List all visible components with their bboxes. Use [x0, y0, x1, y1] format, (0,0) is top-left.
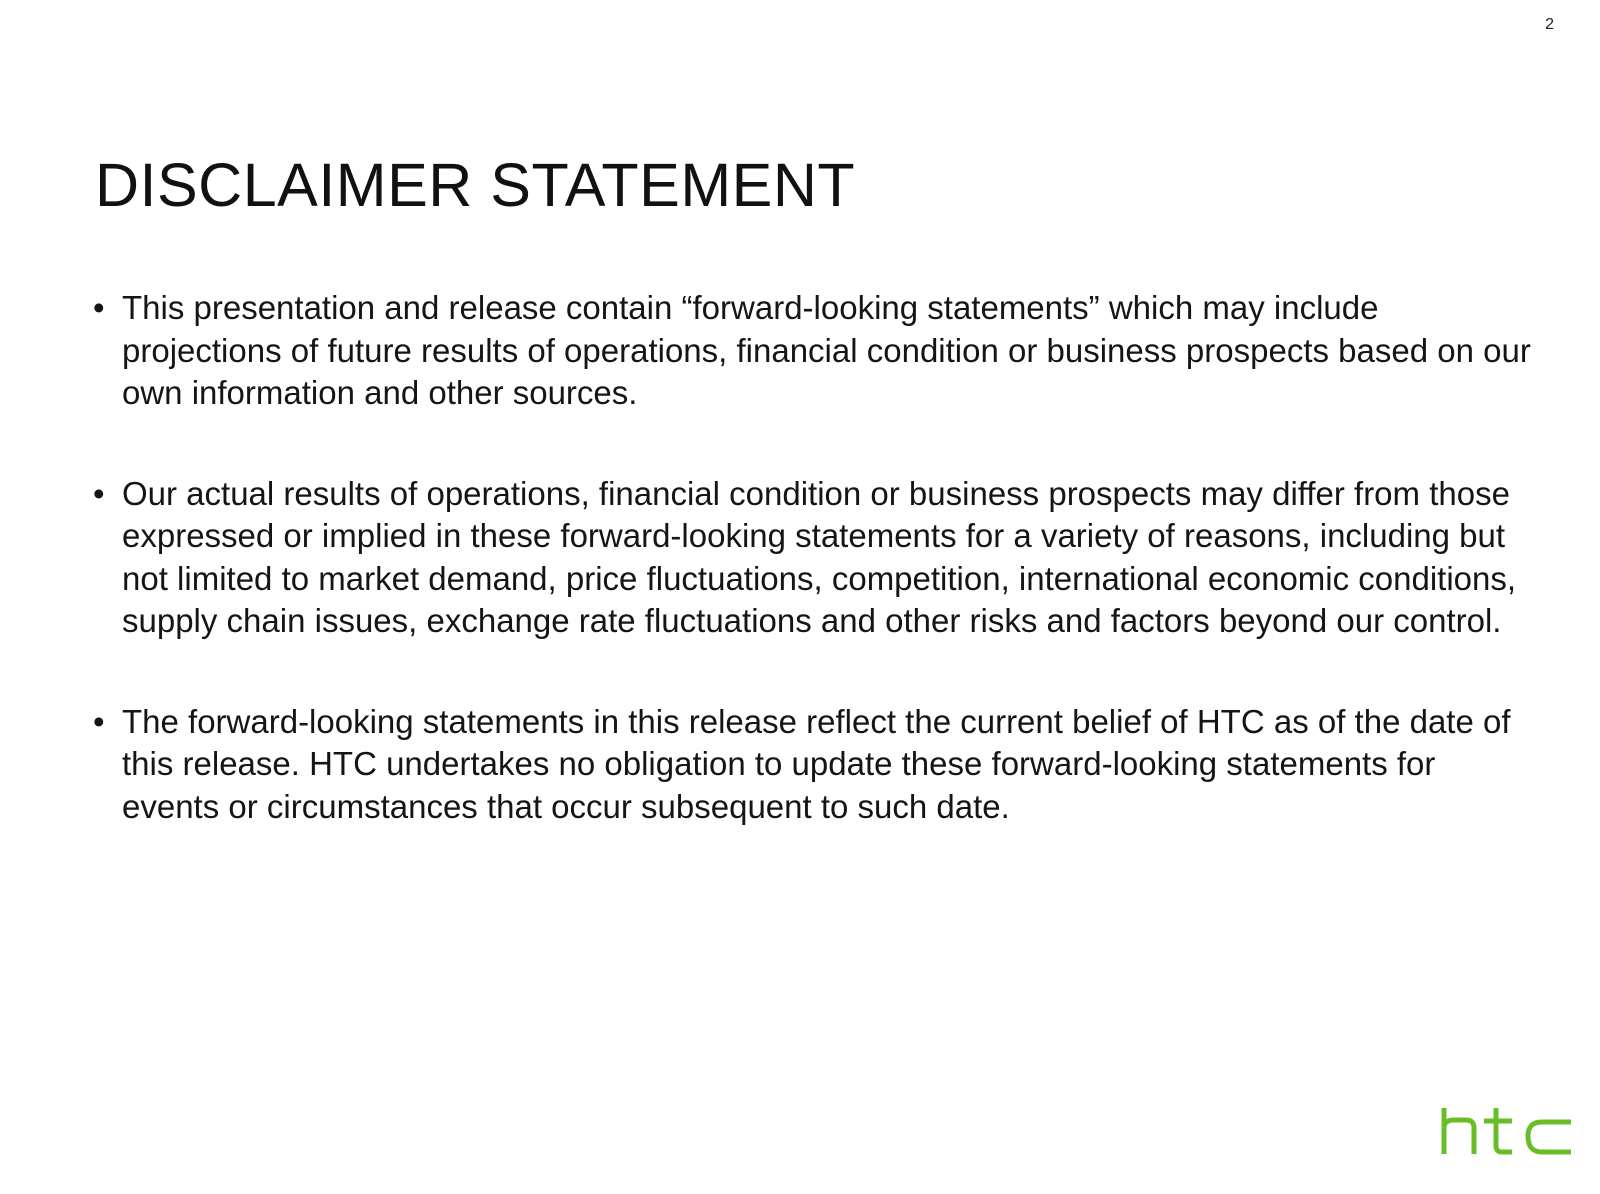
bullet-text: Our actual results of operations, financial condition or business prospects may differ from those expressed or implied in these forward-looking statements for a variety of reasons, including but not limited to market demand, price fluctuations, competition, international economic conditions, supply chain issues, exchange rate fluctuations and other risks and factors beyond our control. [122, 474, 1517, 639]
htc-logo-icon [1440, 1106, 1574, 1156]
list-item [92, 701, 1532, 829]
bullet-text: This presentation and release contain “forward-looking statements” which may include projections of future results of operations, financial condition or business prospects based on our own information and other sources. [122, 289, 1531, 411]
list-item [92, 473, 1532, 643]
list-item [92, 287, 1532, 415]
page-number: 2 [1545, 16, 1554, 33]
bullet-icon: • [93, 474, 105, 512]
bullet-icon: • [93, 702, 105, 740]
disclaimer-list [92, 287, 1532, 828]
page-title: DISCLAIMER STATEMENT [95, 151, 856, 219]
bullet-text: The forward-looking statements in this release reflect the current belief of HTC as of the date of this release. HTC undertakes no obligation to update these forward-looking statements for events or circumstances that occur subsequent to such date. [122, 702, 1511, 825]
bullet-icon: • [93, 289, 105, 326]
